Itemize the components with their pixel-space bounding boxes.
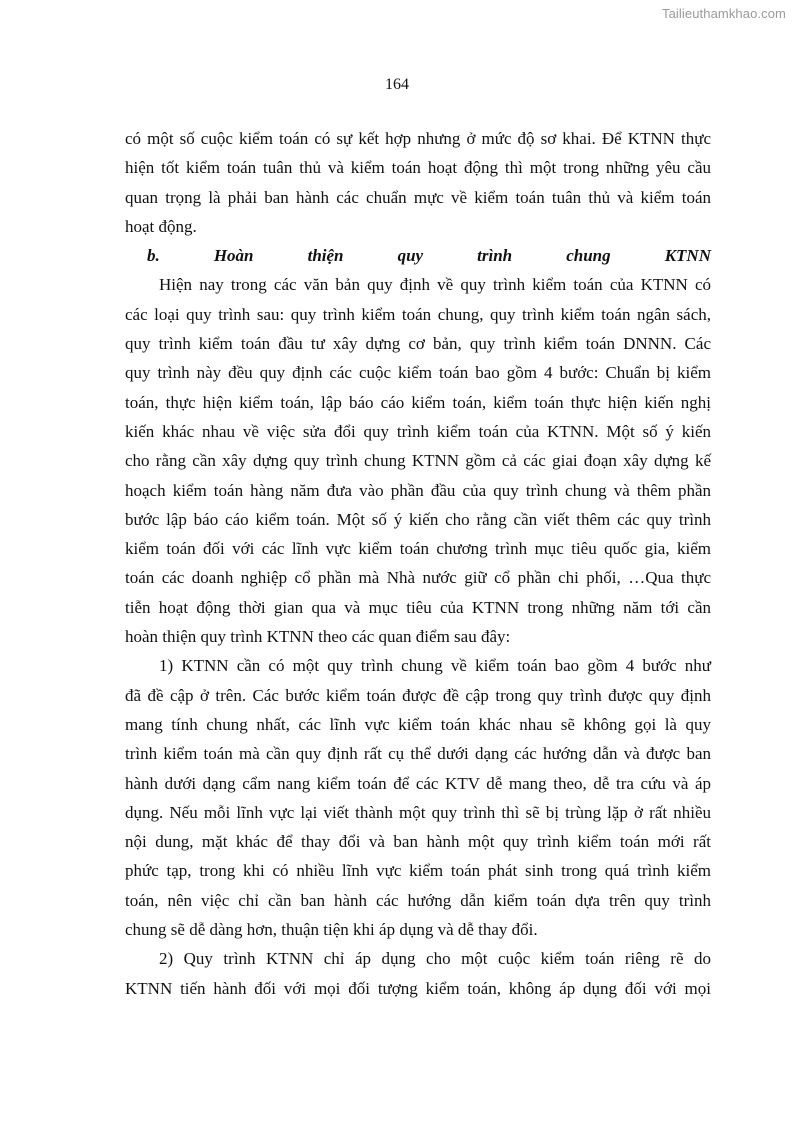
text-line: phức tạp, trong khi có nhiều lĩnh vực kiểm toán phát sinh trong quá trình kiểm: [125, 861, 711, 881]
text-line: hành dưới dạng cẩm nang kiểm toán để các KTV dễ mang theo, dễ tra cứu và áp: [125, 773, 711, 793]
list-item-2-line: 2) Quy trình KTNN chỉ áp dụng cho một cuộc kiểm toán riêng rẽ do: [159, 949, 711, 969]
text-line: kiến khác nhau về việc sửa đổi quy trình kiểm toán của KTNN. Một số ý kiến: [125, 421, 711, 441]
page-number: 164: [385, 76, 409, 93]
text-line: quy trình kiểm toán đầu tư xây dựng cơ bản, quy trình kiểm toán DNNN. Các: [125, 334, 711, 354]
text-line: quy trình này đều quy định các cuộc kiểm toán bao gồm 4 bước: Chuẩn bị kiểm: [125, 363, 711, 383]
text-line: hoạch kiểm toán hàng năm đưa vào phần đầu của quy trình chung và thêm phần: [125, 480, 711, 500]
document-body: [125, 124, 711, 1003]
text-line: kiểm toán đối với các lĩnh vực kiểm toán chương trình mục tiêu quốc gia, kiểm: [125, 539, 711, 559]
text-line: toán, thực hiện kiểm toán, lập báo cáo kiểm toán, kiểm toán thực hiện kiến nghị: [125, 392, 711, 412]
text-line: toán các doanh nghiệp cổ phần mà Nhà nước giữ cổ phần chi phối, …Qua thực: [125, 568, 711, 588]
text-line: cho rằng cần xây dựng quy trình chung KTNN gồm cả các giai đoạn xây dựng kế: [125, 451, 711, 471]
text-line: Hiện nay trong các văn bản quy định về quy trình kiểm toán của KTNN có: [159, 275, 711, 295]
text-line: toán, nên việc chỉ cần ban hành các hướng dẫn kiểm toán dựa trên quy trình: [125, 890, 711, 910]
section-heading: b. Hoàn thiện quy trình chung KTNN: [147, 246, 711, 266]
text-line: hoàn thiện quy trình KTNN theo các quan điểm sau đây:: [125, 627, 511, 647]
text-line: hiện tốt kiểm toán tuân thủ và kiểm toán hoạt động thì một trong những yêu cầu: [125, 158, 711, 178]
text-line: nội dung, mặt khác để thay đổi và ban hành một quy trình kiểm toán mới rất: [125, 832, 711, 852]
text-line: dụng. Nếu mỗi lĩnh vực lại viết thành một quy trình thì sẽ bị trùng lặp ở rất nhiều: [125, 802, 711, 822]
text-line: tiễn hoạt động thời gian qua và mục tiêu của KTNN trong những năm tới cần: [125, 597, 711, 617]
text-line: quan trọng là phải ban hành các chuẩn mực về kiểm toán tuân thủ và kiểm toán: [125, 187, 711, 207]
text-line: trình kiểm toán mà cần quy định rất cụ thể dưới dạng các hướng dẫn và được ban: [125, 744, 711, 764]
text-line: hoạt động.: [125, 216, 197, 236]
text-line: bước lập báo cáo kiểm toán. Một số ý kiến cho rằng cần viết thêm các quy trình: [125, 509, 711, 529]
text-line: mang tính chung nhất, các lĩnh vực kiểm toán khác nhau sẽ không gọi là quy: [125, 714, 711, 734]
text-line: đã đề cập ở trên. Các bước kiểm toán được đề cập trong quy trình được quy định: [125, 685, 711, 705]
text-line: KTNN tiến hành đối với mọi đối tượng kiểm toán, không áp dụng đối với mọi: [125, 978, 711, 998]
text-line: các loại quy trình sau: quy trình kiểm toán chung, quy trình kiểm toán ngân sách,: [125, 304, 711, 324]
list-item-1-line: 1) KTNN cần có một quy trình chung về kiểm toán bao gồm 4 bước như: [159, 656, 711, 676]
text-line: chung sẽ dễ dàng hơn, thuận tiện khi áp dụng và dễ thay đổi.: [125, 920, 538, 940]
text-line: có một số cuộc kiểm toán có sự kết hợp nhưng ở mức độ sơ khai. Để KTNN thực: [125, 129, 711, 148]
watermark: Tailieuthamkhao.com: [661, 6, 786, 21]
